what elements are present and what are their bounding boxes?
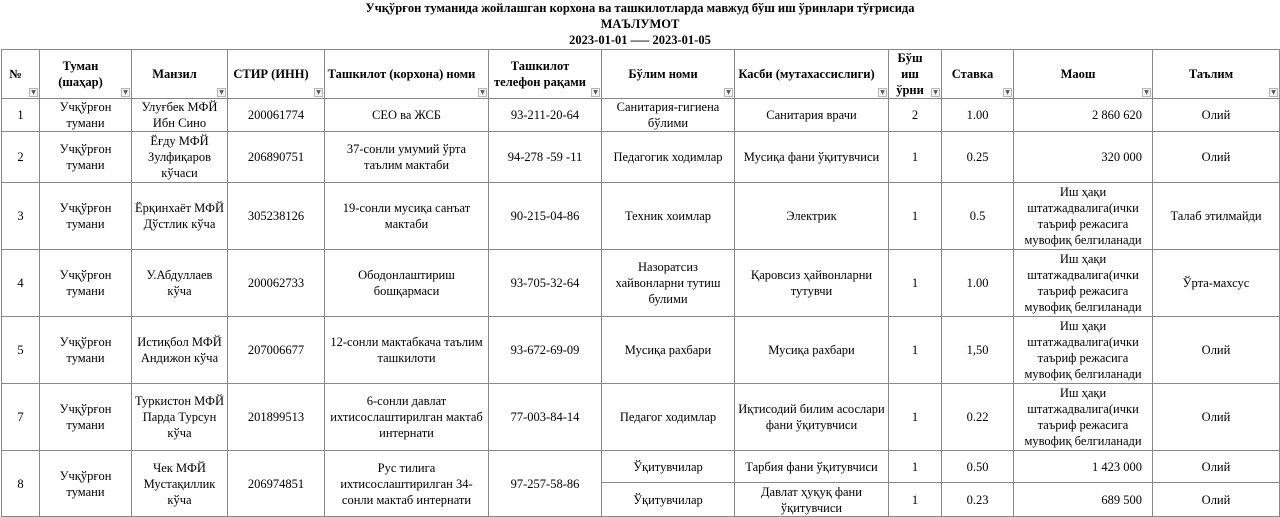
cell-salary: 320 000 — [1014, 132, 1153, 183]
cell-dept: Ўқитувчилар — [602, 483, 735, 517]
column-header — [40, 50, 132, 99]
column-header — [325, 50, 489, 99]
dropdown-filter-icon[interactable]: ▼ — [724, 88, 733, 97]
cell-profession: Мусиқа рахбари — [735, 317, 889, 384]
dropdown-filter-icon[interactable]: ▼ — [1142, 88, 1151, 97]
cell-phone: 90-215-04-86 — [489, 183, 602, 250]
cell-education: Талаб этилмайди — [1153, 183, 1280, 250]
cell-dept: Педагогик ходимлар — [602, 132, 735, 183]
cell-phone: 97-257-58-86 — [489, 451, 602, 517]
table-row — [2, 99, 1280, 132]
cell-num: 8 — [2, 451, 40, 517]
cell-dept: Мусиқа рахбари — [602, 317, 735, 384]
cell-org: 12-сонли мактабкача таълим ташкилоти — [325, 317, 489, 384]
cell-vacancies: 1 — [889, 132, 942, 183]
dropdown-filter-icon[interactable]: ▼ — [1269, 88, 1278, 97]
cell-inn: 201899513 — [228, 384, 325, 451]
table-row — [2, 451, 1280, 483]
cell-inn: 200062733 — [228, 250, 325, 317]
column-header-label: Ташкилот телефон рақами — [494, 59, 586, 89]
cell-rate: 0.5 — [942, 183, 1014, 250]
cell-salary: 2 860 620 — [1014, 99, 1153, 132]
column-header-label: Туман (шаҳар) — [58, 59, 103, 89]
cell-district: Учқўрғон тумани — [40, 451, 132, 517]
column-header — [602, 50, 735, 99]
column-header — [1014, 50, 1153, 99]
column-header — [489, 50, 602, 99]
cell-vacancies: 1 — [889, 183, 942, 250]
dropdown-filter-icon[interactable]: ▼ — [121, 88, 130, 97]
column-header-label: Касби (мутахассислиги) — [738, 67, 875, 81]
cell-num: 1 — [2, 99, 40, 132]
cell-org: 37-сонли умумий ўрта таълим мактаби — [325, 132, 489, 183]
cell-rate: 1,50 — [942, 317, 1014, 384]
table-row — [2, 384, 1280, 451]
cell-dept: Санитария-гигиена бўлими — [602, 99, 735, 132]
column-header — [2, 50, 40, 99]
cell-education: Олий — [1153, 132, 1280, 183]
cell-salary: Иш ҳақи штатжадвалига(ички таъриф режасига мувофиқ белгиланади — [1014, 317, 1153, 384]
dropdown-filter-icon[interactable]: ▼ — [931, 88, 940, 97]
column-header — [132, 50, 228, 99]
column-header — [228, 50, 325, 99]
vacancy-table — [1, 49, 1280, 517]
table-row — [2, 317, 1280, 384]
column-header — [942, 50, 1014, 99]
cell-address: Истиқбол МФЙ Андижон кўча — [132, 317, 228, 384]
table-row — [2, 183, 1280, 250]
cell-salary: Иш ҳақи штатжадвалига(ички таъриф режасига мувофиқ белгиланади — [1014, 384, 1153, 451]
cell-org: СЕО ва ЖСБ — [325, 99, 489, 132]
dropdown-filter-icon[interactable]: ▼ — [217, 88, 226, 97]
dropdown-filter-icon[interactable]: ▼ — [478, 88, 487, 97]
cell-vacancies: 1 — [889, 483, 942, 517]
cell-education: Олий — [1153, 483, 1280, 517]
cell-district: Учқўрғон тумани — [40, 317, 132, 384]
cell-org: 19-сонли мусиқа санъат мактаби — [325, 183, 489, 250]
cell-num: 4 — [2, 250, 40, 317]
dropdown-filter-icon[interactable]: ▼ — [1003, 88, 1012, 97]
cell-education: Олий — [1153, 317, 1280, 384]
column-header-label: Ставка — [951, 67, 994, 81]
cell-inn: 206974851 — [228, 451, 325, 517]
cell-dept: Назоратсиз хайвонларни тутиш булими — [602, 250, 735, 317]
cell-vacancies: 1 — [889, 451, 942, 483]
report-header — [0, 0, 1280, 48]
cell-inn: 206890751 — [228, 132, 325, 183]
cell-salary: 1 423 000 — [1014, 451, 1153, 483]
cell-profession: Давлат ҳуқуқ фани ўқитувчиси — [735, 483, 889, 517]
cell-profession: Электрик — [735, 183, 889, 250]
cell-salary: 689 500 — [1014, 483, 1153, 517]
cell-inn: 200061774 — [228, 99, 325, 132]
column-header — [1153, 50, 1280, 99]
cell-rate: 0.22 — [942, 384, 1014, 451]
cell-profession: Санитария врачи — [735, 99, 889, 132]
cell-inn: 207006677 — [228, 317, 325, 384]
column-header-label: Таълим — [1188, 67, 1234, 81]
dropdown-filter-icon[interactable]: ▼ — [591, 88, 600, 97]
cell-education: Олий — [1153, 99, 1280, 132]
cell-education: Ўрта-махсус — [1153, 250, 1280, 317]
cell-profession: Тарбия фани ўқитувчиси — [735, 451, 889, 483]
report-date-range: 2023-01-01 —– 2023-01-05 — [569, 33, 711, 47]
cell-profession: Мусиқа фани ўқитувчиси — [735, 132, 889, 183]
cell-phone: 77-003-84-14 — [489, 384, 602, 451]
column-header-label: Манзил — [152, 67, 197, 81]
column-header-label: Бўш иш ўрни — [896, 51, 924, 97]
cell-address: Улуғбек МФЙ Ибн Сино — [132, 99, 228, 132]
cell-education: Олий — [1153, 451, 1280, 483]
cell-num: 3 — [2, 183, 40, 250]
cell-vacancies: 1 — [889, 317, 942, 384]
cell-profession: Иқтисодий билим асослари фани ўқитувчиси — [735, 384, 889, 451]
column-header — [889, 50, 942, 99]
cell-phone: 93-705-32-64 — [489, 250, 602, 317]
cell-education: Олий — [1153, 384, 1280, 451]
cell-num: 5 — [2, 317, 40, 384]
report-subtitle: МАЪЛУМОТ — [600, 17, 680, 31]
cell-phone: 94-278 -59 -11 — [489, 132, 602, 183]
column-header-label: Бўлим номи — [628, 67, 698, 81]
cell-address: Ёғду МФЙ Зулфиқаров кўчаси — [132, 132, 228, 183]
report-title: Учқўрғон туманида жойлашган корхона ва ташкилотларда мавжуд бўш иш ўринлари тўғрисида — [365, 1, 915, 15]
cell-address: Туркистон МФЙ Парда Турсун кўча — [132, 384, 228, 451]
cell-phone: 93-211-20-64 — [489, 99, 602, 132]
cell-num: 2 — [2, 132, 40, 183]
cell-vacancies: 1 — [889, 384, 942, 451]
cell-rate: 1.00 — [942, 99, 1014, 132]
table-row — [2, 250, 1280, 317]
cell-num: 7 — [2, 384, 40, 451]
column-header-label: Ташкилот (корхона) номи — [327, 67, 476, 81]
column-header — [735, 50, 889, 99]
cell-dept: Ўқитувчилар — [602, 451, 735, 483]
cell-district: Учқўрғон тумани — [40, 99, 132, 132]
cell-address: У.Абдуллаев кўча — [132, 250, 228, 317]
cell-org: Рус тилига ихтисослаштирилган 34-сонли мактаб интернати — [325, 451, 489, 517]
cell-dept: Техник хоимлар — [602, 183, 735, 250]
cell-rate: 1.00 — [942, 250, 1014, 317]
cell-inn: 305238126 — [228, 183, 325, 250]
cell-salary: Иш ҳақи штатжадвалига(ички таъриф режасига мувофиқ белгиланади — [1014, 250, 1153, 317]
table-row — [2, 132, 1280, 183]
cell-rate: 0.23 — [942, 483, 1014, 517]
dropdown-filter-icon[interactable]: ▼ — [314, 88, 323, 97]
column-header-label: СТИР (ИНН) — [233, 67, 309, 81]
cell-org: Ободонлаштириш бошқармаси — [325, 250, 489, 317]
dropdown-filter-icon[interactable]: ▼ — [29, 88, 38, 97]
cell-district: Учқўрғон тумани — [40, 250, 132, 317]
cell-rate: 0.50 — [942, 451, 1014, 483]
column-header-label: Маош — [1060, 67, 1096, 81]
cell-rate: 0.25 — [942, 132, 1014, 183]
cell-salary: Иш ҳақи штатжадвалига(ички таъриф режасига мувофиқ белгиланади — [1014, 183, 1153, 250]
cell-address: Чек МФЙ Мустақиллик кўча — [132, 451, 228, 517]
cell-district: Учқўрғон тумани — [40, 384, 132, 451]
cell-profession: Қаровсиз ҳайвонларни тутувчи — [735, 250, 889, 317]
dropdown-filter-icon[interactable]: ▼ — [878, 88, 887, 97]
cell-address: Ёрқинхаёт МФЙ Дўстлик кўча — [132, 183, 228, 250]
cell-dept: Педагог ходимлар — [602, 384, 735, 451]
cell-org: 6-сонли давлат ихтисослаштирилган мактаб интернати — [325, 384, 489, 451]
cell-vacancies: 2 — [889, 99, 942, 132]
cell-phone: 93-672-69-09 — [489, 317, 602, 384]
column-header-label: № — [9, 67, 22, 81]
cell-district: Учқўрғон тумани — [40, 183, 132, 250]
table-header-row — [2, 50, 1280, 99]
cell-district: Учқўрғон тумани — [40, 132, 132, 183]
cell-vacancies: 1 — [889, 250, 942, 317]
